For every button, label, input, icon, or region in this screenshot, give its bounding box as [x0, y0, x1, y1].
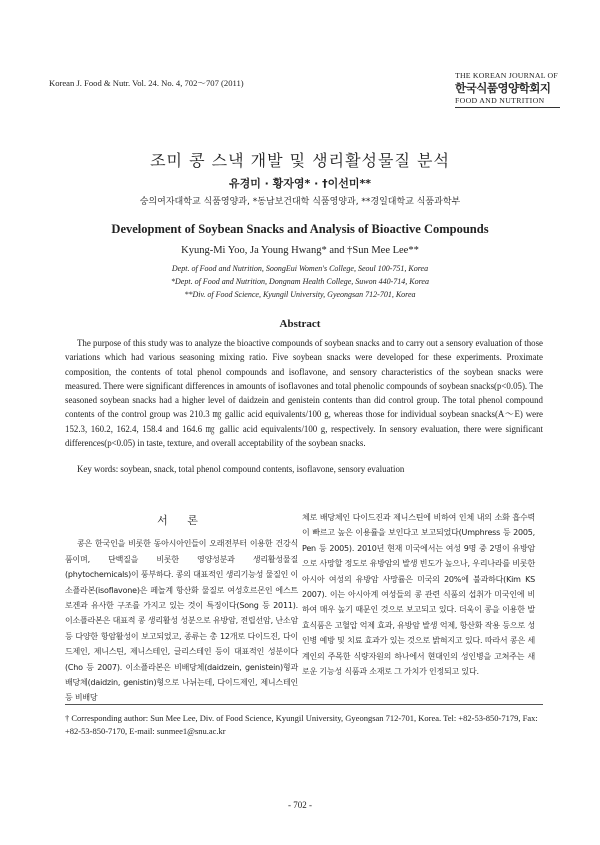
page-number: - 702 - — [288, 800, 312, 810]
affiliation-english-3: **Div. of Food Science, Kyungil University, Gyeongsan 712-701, Korea — [184, 290, 416, 299]
intro-paragraph-right: 체로 배당체인 다이드진과 제니스틴에 비하여 인체 내의 소화 흡수력이 빠르고 높은 이용률을 보인다고 보고되었다(Umphress 등 2005, Pen 등 2005). 2010년 현재 미국에서는 여성 9명 중 2명이 유방암으로 사망할 정도로 유방암의 발생 빈도가 높으나, 우리나라를 비롯한 아시아 여성의 유방암 사망률은 미국의 20%에 불과하다(Kim KS 2007). 이는 아시아계 여성들의 콩 관련 식품의 섭취가 미국인에 비하여 매우 높기 때문인 것으로 보고되고 있다. 더욱이 콩을 이용한 발효식품은 고혈압 억제 효과, 유방암 발생 억제, 항산화 작용 등으로 성인병 예방 및 치료 효과가 있는 것으로 밝혀지고 있다. 따라서 콩은 세계인의 주목한 식량자원의 하나에서 현대인의 성인병을 고쳐주는 새로운 기능성 식품과 소재로 그 가치가 인정되고 있다. — [302, 513, 535, 677]
affiliation-korean: 숭의여자대학교 식품영양과, *동남보건대학 식품영양과, **경일대학교 식품과학부 — [139, 197, 461, 207]
intro-paragraph-left: 콩은 한국인을 비롯한 동아시아인들이 오래전부터 이용한 건강식품이며, 단백질을 비롯한 영양성분과 생리활성물질(phytochemicals)이 풍부하다. 콩의 대표적인 생리기능성 물질인 이소플라본(isoflavone)은 페놀계 항산화 물질로 여성호르몬인 에스트로겐과 유사한 구조를 가지고 있는 것이 특징이다(Song 등 2011). 이소플라본은 대표적 콩 생리활성 성분으로 유방암, 전립선암, 난소암 등 다양한 항암활성이 보고되었고, 종류는 총 12개로 다이드진, 다이드제인, 제니스틴, 제니스테인, 글리스테인 등이 대표적인 성분이다(Cho 등 2007). 이소플라본은 비배당체(daidzein, genistein)형과 배당체(daidzin, genistin)형으로 나뉘는데, 다이드제인, 제니스테인 등 비배당 — [65, 539, 299, 703]
journal-name-korean: 한국식품영양학회지 — [455, 81, 551, 95]
journal-name-top: THE KOREAN JOURNAL OF — [455, 71, 558, 80]
abstract-heading: Abstract — [279, 318, 321, 330]
authors-korean: 유경미 · 황자영* · †이선미** — [228, 177, 372, 190]
abstract-body: The purpose of this study was to analyze the bioactive compounds of soybean snacks and to carry out a sensory evaluation of those variations which had various seasoning mixing ratio. Five soybean snacks were developed for these experiments. Proximate composition, the contents of total phenol compounds and isoflavone, and sensory characteristics of the soybean snacks were measured. There were significant differences in amounts of isoflavones and total phenolic compounds of soybean snacks(p<0.05). The seasoned soybean snacks had a higher level of daidzein and genistein contents than did control group. The total phenol compound contents of the control group was 210.3 ㎎ gallic acid equivalents/100 g, whereas those for individual soybean snacks(A～E) were 152.3, 160.2, 162.4, 158.4 and 164.6 ㎎ gallic acid equivalents/100 g, respectively. In sensory evaluation, there were significant differences(p<0.05) in taste, texture, and overall acceptability of the soybean snacks. — [65, 338, 543, 449]
authors-english: Kyung-Mi Yoo, Ja Young Hwang* and †Sun Mee Lee** — [181, 245, 419, 256]
journal-citation: Korean J. Food & Nutr. Vol. 24. No. 4, 702～707 (2011) — [49, 78, 244, 88]
title-korean: 조미 콩 스낵 개발 및 생리활성물질 분석 — [150, 151, 450, 170]
title-english: Development of Soybean Snacks and Analysis of Bioactive Compounds — [111, 222, 489, 236]
section-heading-introduction: 서 론 — [157, 514, 206, 527]
affiliation-english-1: Dept. of Food and Nutrition, SoongEui Women's College, Seoul 100-751, Korea — [171, 264, 429, 273]
intro-column-right — [302, 510, 535, 679]
affiliation-english-2: *Dept. of Food and Nutrition, Dongnam Health College, Suwon 440-714, Korea — [171, 277, 429, 286]
corresponding-author-footnote: † Corresponding author: Sun Mee Lee, Div. of Food Science, Kyungil University, Gyeongsan 712-701, Korea. Tel: +82-53-850-7179, Fax: +82-53-850-7170, E-mail: sunmee1@snu.ac.kr — [65, 713, 538, 737]
footnote-divider — [65, 704, 543, 705]
intro-column-left — [65, 513, 298, 706]
journal-name-bottom: FOOD AND NUTRITION — [455, 96, 560, 108]
keywords: Key words: soybean, snack, total phenol compound contents, isoflavone, sensory evaluation — [77, 464, 405, 474]
journal-masthead — [455, 71, 560, 108]
